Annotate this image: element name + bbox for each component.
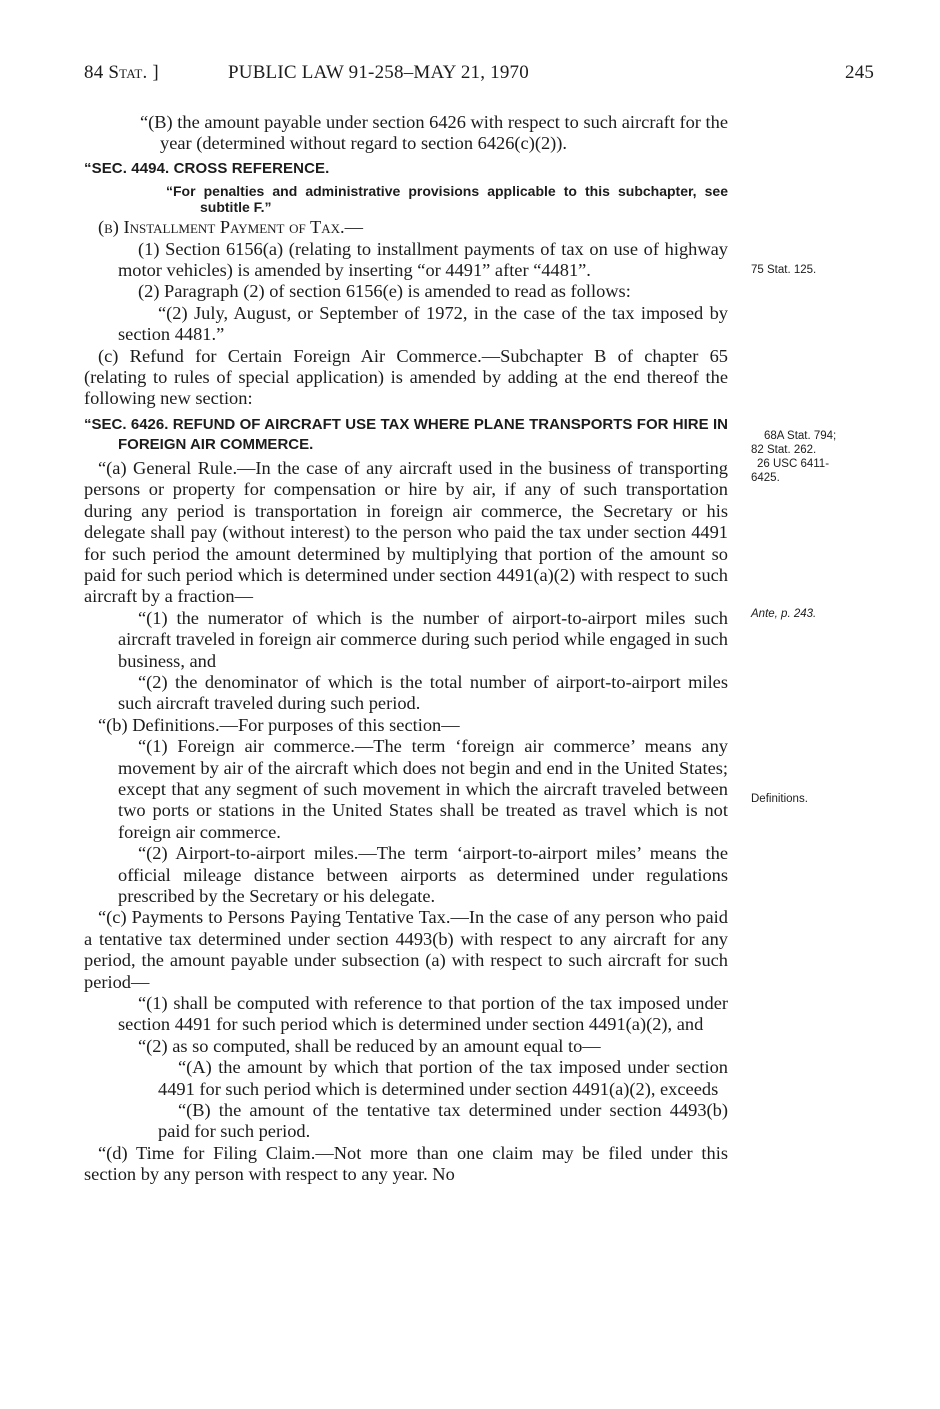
paragraph-b-amount-payable: “(B) the amount payable under section 6426 with respect to such aircraft for the year (determined without regard to section 6426(c)(2)). bbox=[140, 112, 728, 154]
definition-airport-miles: “(2) Airport-to-airport miles.—The term ‘airport-to-airport miles’ means the official mileage distance between airports as determined under regulations prescribed by the Secretary or his delegate. bbox=[118, 843, 728, 906]
cross-reference-note: “For penalties and administrative provisions applicable to this subchapter, see subtitle F.” bbox=[166, 183, 728, 216]
page-number: 245 bbox=[845, 62, 875, 83]
paragraph-a1-numerator: “(1) the numerator of which is the number of airport-to-airport miles such aircraft traveled in foreign air commerce during such period while engaged in such business, and bbox=[118, 607, 728, 671]
subsection-b-heading: (b) Installment Payment of Tax.— bbox=[98, 217, 363, 238]
paragraph-c1: “(1) shall be computed with reference to that portion of the tax imposed under section 4491 for such period which is determined under section 4491(a)(2), and bbox=[118, 993, 728, 1035]
margin-note-68a-stat: 68A Stat. 794; bbox=[764, 430, 837, 442]
definition-foreign-air-commerce: “(1) Foreign air commerce.—The term ‘foreign air commerce’ means any movement by air of the aircraft which does not begin and end in the United States; except that any segment of such movement in which the aircraft traveled between two ports or stations in the United States shall be treated as travel which is not foreign air commerce. bbox=[118, 736, 728, 842]
margin-note-75-stat: 75 Stat. 125. bbox=[751, 264, 817, 276]
paragraph-b1: (1) Section 6156(a) (relating to installment payments of tax on use of highway motor vehicles) is amended by inserting “or 4491” after “4481”. bbox=[118, 238, 728, 281]
section-heading-6426: “SEC. 6426. REFUND OF AIRCRAFT USE TAX WHERE PLANE TRANSPORTS FOR HIRE IN FOREIGN AIR COMMERCE. bbox=[84, 415, 728, 453]
subsection-a-general-rule: “(a) General Rule.—In the case of any aircraft used in the business of transporting persons or property for compensation or hire by air, if any of such transportation during any period is transportation in foreign air commerce, the Secretary or his delegate shall pay (without interest) to the person who paid the tax under section 4491 for such period the amount determined by multiplying that portion of the amount so paid for such period which is determined under section 4491(a)(2) with respect to such aircraft by a fraction— bbox=[84, 457, 728, 607]
margin-note-definitions: Definitions. bbox=[751, 793, 808, 805]
subsection-c-payments: “(c) Payments to Persons Paying Tentative Tax.—In the case of any person who paid a tentative tax determined under section 4493(b) with respect to any aircraft for any period, the amount payable under subsection (a) with respect to such aircraft for such period— bbox=[84, 907, 728, 992]
paragraph-b2: (2) Paragraph (2) of section 6156(e) is amended to read as follows: bbox=[138, 281, 631, 302]
paragraph-b2-text: “(2) July, August, or September of 1972, in the case of the tax imposed by section 4481.” bbox=[118, 302, 728, 345]
subsection-b-definitions: “(b) Definitions.—For purposes of this section— bbox=[98, 714, 460, 735]
document-body bbox=[84, 112, 728, 1186]
paragraph-a2-denominator: “(2) the denominator of which is the total number of airport-to-airport miles such aircraft traveled during such period. bbox=[118, 671, 728, 714]
page-title: PUBLIC LAW 91-258–MAY 21, 1970 bbox=[228, 62, 529, 83]
section-heading-4494: “SEC. 4494. CROSS REFERENCE. bbox=[84, 159, 330, 177]
paragraph-c2-b: “(B) the amount of the tentative tax determined under section 4493(b) paid for such period. bbox=[158, 1100, 728, 1142]
statute-volume: 84 Stat. ] bbox=[84, 62, 159, 83]
margin-note-82-stat: 82 Stat. 262. bbox=[751, 444, 817, 456]
margin-note-26-usc: 26 USC 6411- bbox=[757, 458, 830, 470]
subsection-d-time-for-filing: “(d) Time for Filing Claim.—Not more than one claim may be filed under this section by any person with respect to any year. No bbox=[84, 1142, 728, 1185]
paragraph-c2: “(2) as so computed, shall be reduced by an amount equal to— bbox=[138, 1035, 601, 1056]
margin-note-ante: Ante, p. 243. bbox=[751, 608, 817, 620]
margin-note-6425: 6425. bbox=[751, 472, 780, 484]
subsection-c: (c) Refund for Certain Foreign Air Commerce.—Subchapter B of chapter 65 (relating to rules of special application) is amended by adding at the end thereof the following new section: bbox=[84, 345, 728, 409]
paragraph-c2-a: “(A) the amount by which that portion of the tax imposed under section 4491 for such period which is determined under section 4491(a)(2), exceeds bbox=[158, 1057, 728, 1099]
